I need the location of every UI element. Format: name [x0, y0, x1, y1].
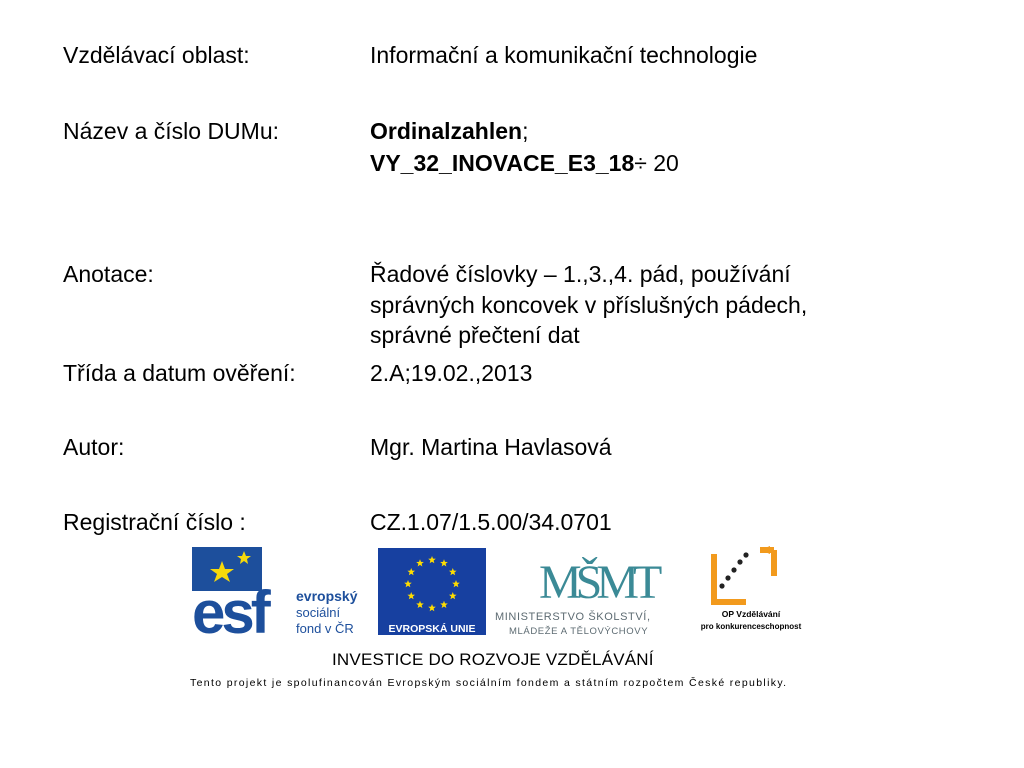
label-registracni-cislo: Registrační číslo : [63, 509, 246, 535]
cofinancing-note: Tento projekt je spolufinancován Evropským sociálním fondem a státním rozpočtem České republiky. [190, 677, 788, 689]
svg-text:fond v ČR: fond v ČR [296, 621, 354, 636]
svg-text:MINISTERSTVO ŠKOLSTVÍ,: MINISTERSTVO ŠKOLSTVÍ, [495, 611, 651, 623]
msmt-logo-graphic [493, 546, 675, 638]
svg-text:sociální: sociální [296, 605, 341, 620]
dum-title-separator: ; [522, 118, 529, 144]
op-vzdelavani-logo [700, 546, 805, 638]
label-vzdelavaci-oblast: Vzdělávací oblast: [63, 42, 250, 68]
label-anotace: Anotace: [63, 261, 154, 287]
svg-text:evropský: evropský [296, 588, 358, 604]
value-autor: Mgr. Martina Havlasová [370, 434, 612, 460]
label-trida-datum: Třída a datum ověření: [63, 360, 296, 386]
esf-logo-graphic [192, 547, 372, 637]
svg-text:MLÁDEŽE A TĚLOVÝCHOVY: MLÁDEŽE A TĚLOVÝCHOVY [509, 626, 649, 637]
dum-title: Ordinalzahlen [370, 118, 523, 144]
value-trida-datum: 2.A;19.02.,2013 [370, 360, 533, 386]
value-nazev-dumu [370, 117, 528, 145]
svg-text:pro konkurenceschopnost: pro konkurenceschopnost [700, 622, 802, 631]
value-anotace-line1: Řadové číslovky – 1.,3.,4. pád, používání [370, 261, 791, 287]
value-registracni-cislo: CZ.1.07/1.5.00/34.0701 [370, 509, 612, 535]
value-anotace-line3: správné přečtení dat [370, 322, 580, 348]
eu-flag-graphic [378, 548, 486, 635]
label-nazev-dumu: Název a číslo DUMu: [63, 118, 280, 144]
value-vzdelavaci-oblast: Informační a komunikační technologie [370, 42, 758, 68]
dum-code: VY_32_INOVACE_E3_18 [370, 150, 635, 176]
eu-caption: EVROPSKÁ UNIE [388, 623, 476, 635]
value-anotace-line2: správných koncovek v příslušných pádech, [370, 292, 808, 318]
eu-flag-logo [378, 548, 486, 635]
msmt-mark: MŠMT [539, 556, 657, 609]
op-logo-graphic [700, 546, 805, 638]
esf-big-text: esf [192, 579, 267, 637]
msmt-logo [493, 546, 675, 638]
investice-caption: INVESTICE DO ROZVOJE VZDĚLÁVÁNÍ [332, 650, 654, 669]
esf-logo [192, 547, 372, 637]
dum-code-range: ÷ 20 [634, 150, 679, 176]
value-dum-code [370, 149, 679, 177]
label-autor: Autor: [63, 434, 125, 460]
svg-text:OP Vzdělávání: OP Vzdělávání [721, 609, 781, 619]
